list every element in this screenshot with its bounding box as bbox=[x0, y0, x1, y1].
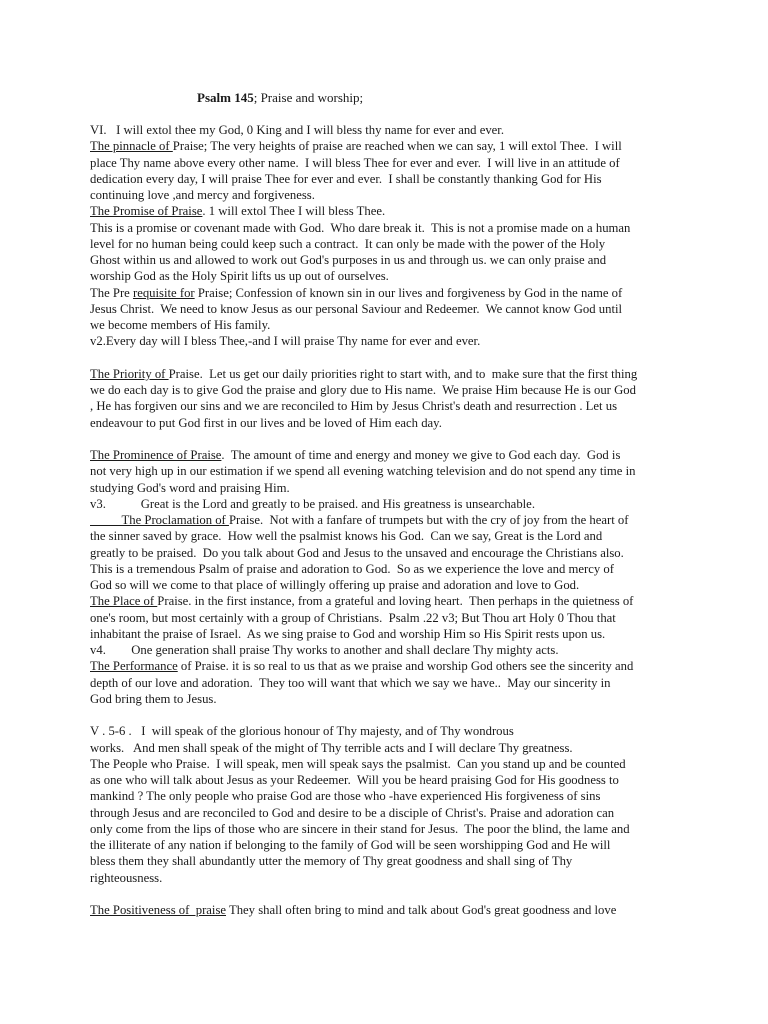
text-line bbox=[90, 626, 605, 642]
text-line bbox=[90, 577, 579, 593]
text-segment: . 1 will extol Thee I will bless Thee. bbox=[202, 204, 386, 219]
heading-underlined: The Proclamation of bbox=[90, 513, 229, 527]
text-segment: depth of our love and adoration. They too will want that which we say we have.. May our sincerity in bbox=[90, 675, 611, 690]
text-segment: v3. Great is the Lord and greatly to be praised. and His greatness is unsearchable. bbox=[90, 496, 535, 511]
text-line bbox=[90, 187, 315, 203]
text-line bbox=[90, 301, 622, 317]
title-subtitle: ; Praise and worship; bbox=[253, 90, 364, 105]
text-line bbox=[90, 610, 616, 626]
heading-underlined: The Place of bbox=[90, 594, 158, 609]
text-line bbox=[90, 675, 611, 691]
text-segment: The Pre bbox=[90, 285, 133, 300]
title-psalm: Psalm 145 bbox=[197, 90, 254, 105]
text-segment: not very high up in our estimation if we spend all evening watching television and do not spend any time in bbox=[90, 464, 636, 479]
text-segment: Praise. in the first instance, from a grateful and loving heart. Then perhaps in the quietness of bbox=[157, 594, 634, 609]
text-segment: VI. I will extol thee my God, 0 King and I will bless thy name for ever and ever. bbox=[90, 123, 505, 137]
text-segment: Praise; The very heights of praise are reached when we can say, 1 will extol Thee. I will bbox=[172, 139, 622, 154]
text-segment: works. And men shall speak of the might of Thy terrible acts and I will declare Thy greatness. bbox=[90, 740, 573, 755]
text-segment: the sinner saved by grace. How well the psalmist knows his God. Can we say, Great is the Lord and bbox=[90, 529, 603, 544]
text-line bbox=[90, 691, 217, 707]
text-line bbox=[90, 528, 602, 544]
text-segment: . The amount of time and energy and money we give to God each day. God is bbox=[221, 448, 621, 462]
text-segment: endeavour to put God first in our lives and be loved of Him each day. bbox=[90, 415, 442, 430]
text-segment: God bring them to Jesus. bbox=[90, 691, 217, 706]
text-segment: we do each day is to give God the praise and glory due to His name. We praise Him because He is our God bbox=[90, 383, 636, 397]
text-line bbox=[90, 382, 636, 398]
heading-underlined: The pinnacle of bbox=[90, 139, 173, 154]
text-segment: V . 5-6 . I will speak of the glorious honour of Thy majesty, and of Thy wondrous bbox=[90, 724, 514, 739]
text-segment: The People who Praise. I will speak, men will speak says the psalmist. Can you stand up and be counted bbox=[90, 756, 626, 771]
text-segment: the illiterate of any nation if belonging to the family of God will be seen worshipping God and He will bbox=[90, 838, 611, 852]
text-segment: v2.Every day will I bless Thee,-and I will praise Thy name for ever and ever. bbox=[90, 334, 481, 349]
text-line bbox=[90, 512, 629, 528]
text-segment: v4. One generation shall praise Thy works to another and shall declare Thy mighty acts. bbox=[90, 643, 559, 657]
text-line bbox=[90, 463, 635, 479]
text-line bbox=[90, 447, 620, 463]
text-line bbox=[90, 658, 633, 674]
text-line bbox=[90, 821, 630, 837]
text-line bbox=[90, 853, 572, 869]
text-line bbox=[90, 870, 162, 886]
text-segment: , He has forgiven our sins and we are reconciled to Him by Jesus Christ's death and resurrection . Let us bbox=[90, 399, 618, 414]
heading-underlined: The Performance bbox=[90, 659, 178, 674]
text-line bbox=[90, 415, 442, 431]
text-segment: Praise. Let us get our daily priorities right to start with, and to make sure that the first thing bbox=[168, 366, 638, 381]
text-segment: Praise; Confession of known sin in our lives and forgiveness by God in the name of bbox=[194, 285, 623, 300]
text-segment: one's room, but most certainly with a group of Christians. Psalm .22 v3; But Thou art Holy 0 Thou that bbox=[90, 610, 616, 625]
text-segment: through Jesus and are reconciled to God and desire to be a disciple of Christ's. Praise and adoration can bbox=[90, 805, 615, 820]
text-line bbox=[90, 203, 385, 219]
text-line bbox=[90, 496, 535, 512]
text-segment: as one who will talk about Jesus as your Redeemer. Will you be heard praising God for His goodness to bbox=[90, 773, 619, 787]
text-segment: we become members of His family. bbox=[90, 318, 271, 332]
text-segment: mankind ? The only people who praise God are those who -have experienced His forgiveness of sins bbox=[90, 789, 601, 804]
text-segment: righteousness. bbox=[90, 870, 163, 885]
text-segment: continuing love ,and mercy and forgiveness. bbox=[90, 188, 315, 202]
text-segment: worship God as the Holy Spirit lifts us up out of ourselves. bbox=[90, 269, 389, 284]
text-line bbox=[90, 756, 626, 772]
text-segment: of Praise. it is so real to us that as we praise and worship God others see the sincerity and bbox=[177, 659, 634, 674]
text-line bbox=[90, 772, 619, 788]
text-segment: Ghost within us and allowed to work out God's purposes in us and through us. we can only praise and bbox=[90, 253, 607, 267]
heading-underlined: The Promise of Praise bbox=[90, 204, 203, 219]
text-segment: greatly to be praised. Do you talk about God and Jesus to the unsaved and encourage the Christians also. bbox=[90, 545, 624, 560]
text-line bbox=[90, 788, 600, 804]
text-segment: only come from the lips of those who are sincere in their stand for Jesus. The poor the blind, the lame and bbox=[90, 821, 630, 836]
text-line bbox=[90, 366, 637, 382]
text-segment: level for no human being could keep such a contract. It can only be made with the power of the Holy bbox=[90, 236, 606, 251]
text-line bbox=[90, 333, 480, 349]
text-line bbox=[90, 155, 620, 171]
text-line bbox=[90, 593, 633, 609]
text-line bbox=[90, 252, 606, 268]
text-segment: Praise. Not with a fanfare of trumpets but with the cry of joy from the heart of bbox=[228, 513, 629, 527]
text-line bbox=[90, 545, 624, 561]
text-segment: studying God's word and praising Him. bbox=[90, 480, 290, 495]
text-segment: place Thy name above every other name. I will bless Thee for ever and ever. I will live in an attitude of bbox=[90, 155, 620, 170]
text-segment: This is a tremendous Psalm of praise and adoration to God. So as we experience the love and mercy of bbox=[90, 561, 614, 576]
text-segment: inhabitant the praise of Israel. As we sing praise to God and worship Him so His Spirit rests upon us. bbox=[90, 626, 606, 641]
text-line bbox=[90, 171, 602, 187]
heading-underlined: The Positiveness of praise bbox=[90, 903, 227, 917]
text-line bbox=[90, 480, 290, 496]
text-line bbox=[90, 236, 605, 252]
text-line bbox=[90, 268, 389, 284]
text-line bbox=[90, 138, 622, 154]
text-line bbox=[90, 837, 610, 853]
page-title bbox=[197, 90, 363, 106]
text-line bbox=[90, 122, 504, 138]
text-segment: They shall often bring to mind and talk about God's great goodness and love bbox=[226, 903, 617, 917]
text-line bbox=[90, 642, 559, 658]
heading-underlined: The Prominence of Praise bbox=[90, 448, 222, 462]
text-line bbox=[90, 740, 573, 756]
text-segment: dedication every day, I will praise Thee for ever and ever. I shall be constantly thanking God for His bbox=[90, 171, 602, 186]
text-line bbox=[90, 723, 514, 739]
text-line bbox=[90, 317, 270, 333]
text-line bbox=[90, 220, 630, 236]
heading-underlined: requisite for bbox=[132, 285, 195, 300]
text-segment: Jesus Christ. We need to know Jesus as our personal Saviour and Redeemer. We cannot know God until bbox=[90, 301, 623, 316]
text-line bbox=[90, 285, 622, 301]
text-segment: This is a promise or covenant made with God. Who dare break it. This is not a promise made on a human bbox=[90, 220, 631, 235]
text-segment: God so will we come to that place of willingly offering up praise and adoration and love to God. bbox=[90, 578, 580, 592]
text-segment: bless them they shall abundantly utter the memory of Thy great goodness and shall sing of Thy bbox=[90, 854, 573, 869]
text-line bbox=[90, 805, 614, 821]
text-line bbox=[90, 398, 617, 414]
text-line bbox=[90, 561, 614, 577]
heading-underlined: The Priority of bbox=[90, 366, 169, 381]
text-line bbox=[90, 902, 616, 918]
